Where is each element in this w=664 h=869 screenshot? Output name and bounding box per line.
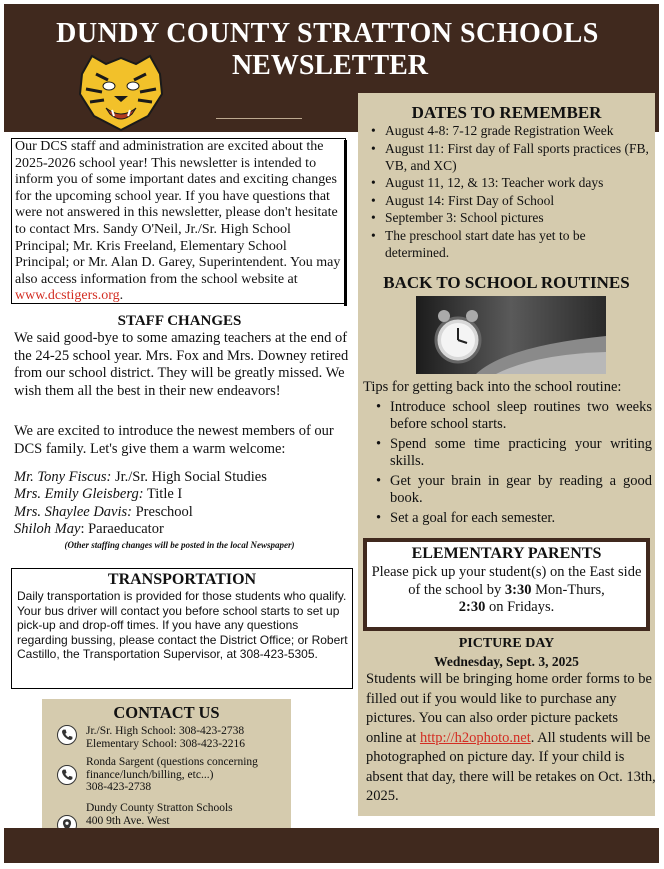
tip-item: • Spend some time practicing your writing skills. bbox=[376, 436, 652, 470]
list-item: Mrs. Emily Gleisberg: Title I bbox=[14, 486, 183, 503]
photo-site-link[interactable]: http://h2ophoto.net bbox=[419, 729, 531, 746]
date-item: • August 11: First day of Fall sports practices (FB, VB, and XC) bbox=[371, 140, 651, 174]
header-divider bbox=[216, 118, 302, 119]
pickup-time-weekday: 3:30 bbox=[504, 581, 532, 598]
staffing-note: (Other staffing changes will be posted in the local Newspaper) bbox=[64, 540, 295, 550]
new-staff-list bbox=[14, 469, 354, 538]
intro-box-shadow bbox=[344, 140, 347, 306]
tiger-mascot-icon bbox=[76, 44, 166, 134]
list-item: Mrs. Shaylee Davis: Preschool bbox=[14, 503, 193, 520]
date-item: • August 11, 12, & 13: Teacher work days bbox=[371, 174, 651, 191]
picture-day-text: Students will be bringing home order forms to be filled out if you would like to purchase any pictures. You can also order picture packets online at http://h2ophoto.net. All students will be photographed on picture day. If your child is absent that day, there will be retakes on Oct. 13th, 2025. bbox=[366, 671, 656, 804]
picture-day-heading: PICTURE DAY bbox=[458, 636, 555, 651]
staff-farewell-text: We said good-bye to some amazing teachers at the end of the 24-25 school year. Mrs. Fox and Mrs. Downey retired from our school district. They will be greatly missed. We wish them all the best in their new endeavors! bbox=[14, 330, 349, 399]
date-item: • August 4-8: 7-12 grade Registration Week bbox=[371, 122, 651, 139]
contact-heading: CONTACT US bbox=[113, 703, 220, 722]
dates-list bbox=[371, 122, 651, 261]
transportation-heading: TRANSPORTATION bbox=[107, 571, 257, 588]
date-item: • September 3: School pictures bbox=[371, 209, 651, 226]
routines-heading: BACK TO SCHOOL ROUTINES bbox=[383, 273, 630, 292]
newsletter-title: DUNDY COUNTY STRATTON SCHOOLS bbox=[56, 18, 599, 49]
newsletter-subtitle: NEWSLETTER bbox=[231, 50, 429, 81]
elementary-text: Please pick up your student(s) on the East side of the school by 3:30 Mon-Thurs, 2:30 on Fridays. bbox=[371, 564, 642, 615]
alarm-clock-icon bbox=[416, 296, 606, 374]
school-website-link[interactable]: www.dcstigers.org bbox=[15, 288, 120, 304]
tips-list bbox=[376, 399, 652, 530]
tip-item: • Get your brain in gear by reading a good book. bbox=[376, 473, 652, 507]
list-item: Mr. Tony Fiscus: Jr./Sr. High Social Studies bbox=[14, 469, 267, 485]
staff-heading: STAFF CHANGES bbox=[117, 313, 242, 329]
pickup-time-friday: 2:30 bbox=[458, 599, 486, 615]
date-item: • The preschool start date has yet to be determined. bbox=[371, 227, 651, 261]
phone-icon bbox=[57, 765, 77, 785]
school-address: Dundy County Stratton Schools 400 9th Ave. West bbox=[86, 802, 233, 827]
school-phones: Jr./Sr. High School: 308-423-2738 Elementary School: 308-423-2216 bbox=[86, 725, 246, 750]
staff-welcome-text: We are excited to introduce the newest members of our DCS family. Let's give them a warm welcome: bbox=[14, 423, 334, 457]
footer-bar bbox=[4, 828, 659, 863]
phone-icon bbox=[57, 725, 77, 745]
finance-contact: Ronda Sargent (questions concerning finance/lunch/billing, etc...) 308-423-2738 bbox=[86, 756, 258, 794]
tip-item: • Set a goal for each semester. bbox=[376, 510, 652, 527]
tips-intro: Tips for getting back into the school routine: bbox=[363, 379, 622, 395]
dates-heading: DATES TO REMEMBER bbox=[411, 103, 602, 122]
elementary-heading: ELEMENTARY PARENTS bbox=[411, 545, 602, 562]
list-item: Shiloh May: Paraeducator bbox=[14, 520, 164, 537]
picture-day-date: Wednesday, Sept. 3, 2025 bbox=[434, 654, 579, 669]
date-item: • August 14: First Day of School bbox=[371, 192, 651, 209]
tip-item: • Introduce school sleep routines two weeks before school starts. bbox=[376, 399, 652, 433]
intro-text: Our DCS staff and administration are excited about the 2025-2026 school year! This newsletter is intended to inform you of some important dates and exciting changes for the upcoming school year. If you have questions that were not answered in this newsletter, please don't hesitate to contact Mrs. Sandy O'Neil, Jr./Sr. High School Principal; Mr. Kris Freeland, Elementary School Principal; or Mr. Alan D. Garey, Superintendent. You may also access information from the school website at www.dcstigers.org. bbox=[15, 139, 341, 304]
transportation-text: Daily transportation is provided for those students who qualify. Your bus driver will contact you before school starts to set up pick-up and drop-off times. If you have any questions regarding bussing, please contact the District Office; or Robert Castillo, the Transportation Supervisor, at 308-423-5305. bbox=[17, 589, 348, 662]
